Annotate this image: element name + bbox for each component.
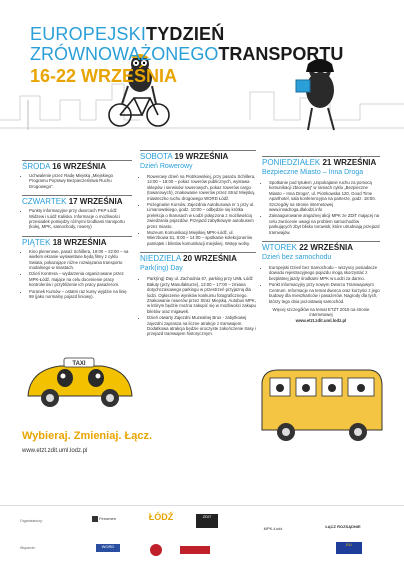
fenomen-icon xyxy=(92,516,98,522)
event-item: • Kino plenerowe, pasaż Schillera, 19:00 – 22:00 – na wielkim ekranie wyświetlane będą filmy z cyklu Swiata, pokazujące różne rozwiązania transportu modalnego w miastach. xyxy=(29,249,132,271)
day-heading-22: WTOREK 22 WRZEŚNIA xyxy=(262,241,380,252)
eu-logo: EU xyxy=(336,542,362,554)
title-line1: EUROPEJSKITYDZIEŃ xyxy=(30,24,225,44)
day-heading-21: PONIEDZIAŁEK 21 WRZEŚNIA xyxy=(262,156,380,167)
lacz-rozsadnie-logo: ŁĄCZ ROZSĄDNIE xyxy=(325,524,361,529)
event-item: • Spotkanie pod tytułem „Uspokajanie ruchu za pomocą komunikacji zbiorowej” w ramach cyklu „Bezpieczne Miasto – Inna Droga”, ul. Piotrkowska 120, Good Time Aparthotel, sala konferencyjna na parterze, godz. 18:00. Szczegóły na stronie internetowej www.innadroga.dlalodzi.info xyxy=(269,180,380,212)
title-line2: ZRÓWNOWAŻONEGOTRANSPORTU xyxy=(30,44,344,64)
event-item: • Dzień Kontrera – wydarzenia organizowane przez MPK-Łódź, mające na celu docenienie pracy kontrolerów i przybliżenie ich pracy pasażerom. xyxy=(29,271,132,287)
day-subtitle: Dzień Rowerowy xyxy=(140,163,193,170)
police-badge-icon xyxy=(150,544,162,556)
day-heading-16: ŚRODA 16 WRZEŚNIA xyxy=(22,160,132,171)
bus-illustration xyxy=(258,360,386,452)
svg-text:TAXI: TAXI xyxy=(72,361,86,367)
zdit-logo: ZDiT xyxy=(196,514,218,528)
mpk-logo: MPK-Łódź xyxy=(263,526,283,531)
more-info: Więcej szczegółów na temat ETZT 2015 na stronie internetowej www.etzt.zdit.uml.lodz.pl xyxy=(272,306,370,323)
footer-url[interactable]: www.etzt.zdit.uml.lodz.pl xyxy=(22,448,88,454)
event-item: • Zainaugurowanie angażnej akcji MPK ze ZDiT mającej na celu zwrócenie uwagi na problem samochodów parkujących zbyt blisko torowisk, które utrudniają przejazd tramwajów. xyxy=(269,213,380,235)
event-item: • Muzeum Komunikacji Miejskiej MPK-Łódź, ul. Wierzbowa 51, 8:00 – 14:00 – spotkanie kolekcjonerów pamiątek i biletów komunikacji miejskiej. Wstęp wolny. xyxy=(147,230,256,246)
day-heading-19: SOBOTA 19 WRZEŚNIA xyxy=(140,150,256,161)
day-heading-20: NIEDZIELA 20 WRZEŚNIA xyxy=(140,252,256,263)
fenomen-logo: Fenomen xyxy=(86,516,122,522)
day-heading-18: PIĄTEK 18 WRZEŚNIA xyxy=(22,236,132,247)
day-subtitle: Bezpieczne Miasto – Inna Droga xyxy=(262,169,364,176)
partners-label: Wsparcie: xyxy=(20,546,36,550)
event-item: • Dzień otwarty Zajezdni Muzealnej Brus - zabytkowej zajezdni zaprasza na liczne atrakcje z tramwajem. Dodatkowa atrakcja będzie uroczyste zakończenie trasy i przejazd tramwajem historycznym. xyxy=(147,315,256,337)
more-info-link[interactable]: www.etzt.zdit.uml.lodz.pl xyxy=(295,317,347,323)
footer-divider xyxy=(0,505,404,506)
event-item: • Europejski Dzień bez Samochodu – wszyscy posiadacze dowodu rejestracyjnego pojazdu mogą skorzystać z bezpłatnej jazdy środkami MPK w Łodzi za darmo. xyxy=(269,265,380,281)
organizers-label: Organizatorzy: xyxy=(20,519,43,523)
event-item: • Poranek Kursów – ostatni raz kursy wyjdzie na linię 99 (jako normalny pojazd liniowy). xyxy=(29,289,132,300)
event-item: • Pożegnanie Kursów. Zajezdnia Autobusowa nr 1 przy ul. Limanowskiego, godz. 10:00 – odbędzie się krótka prelekcja o Ikarusach w Łodzi połączona z możliwością zwiedzania pojazdów. Przejazd zabytkowym autobusem przez miasto. xyxy=(147,202,256,229)
column-left xyxy=(22,156,132,301)
lodz-logo: ŁÓDŹ xyxy=(148,512,174,522)
partner-logo-icon xyxy=(180,546,210,554)
title-dates: 16-22 WRZEŚNIA xyxy=(30,66,178,86)
event-item: • Uchwalenie przez Radę Miejską „Miejskiego Programu Poprawy Bezpieczeństwa Ruchu Drogowego”. xyxy=(29,173,132,189)
event-item: • Punkty informacyjne przy dworcach PKP Łódź Widzew i Łódź Kaliska. Informacje o możliwości przesiadek pomiędzy różnymi środkami transportu (kolej, MPK, samochody, rowery) xyxy=(29,208,132,230)
day-subtitle: Dzień bez samochodu xyxy=(262,254,332,262)
column-middle xyxy=(140,146,256,338)
day-subtitle: Park(ing) Day xyxy=(140,265,183,273)
column-right xyxy=(262,152,380,323)
event-item: • Park(ing) Day ul. Zachodnia 67, parking przy UMŁ Łódź Bałuty (przy Manufakturze), 13:00 – 17:00 – zmiana dotychczasowego parkingu w przestrzeń przyjazną dla ludzi. Ogłoszenie wyników konkursu fotograficznego. Znakowanie rowerów przez Straż Miejską. Autobus MPK, w którym będzie można zakupić się w możliwości zakupu biletów oraz migawek. xyxy=(147,276,256,314)
event-item: • Punkt informacyjny przy nowym Dworcu Tramwajowym Centrum. Informacje na temat dworca oraz korzyści z jego budowy dla mieszkańców i pasażerów. Nagrody dla tych, którzy tego dnia pozostawią samochód. xyxy=(269,282,380,304)
word-logo: WORD xyxy=(96,544,120,552)
day-heading-17: CZWARTEK 17 WRZEŚNIA xyxy=(22,195,132,206)
slogan: Wybieraj. Zmieniaj. Łącz. xyxy=(22,430,153,442)
taxi-illustration xyxy=(20,340,140,420)
woman-character-icon xyxy=(296,59,334,130)
event-item: • Rowerowy dzień na Piotrkowskiej, przy pasażu Schillera, 14:00 – 18:00 – pokaz rowerów publicznych, wystawa sklepów i serwisów rowerowych, pokaz rowerów cargo (towarowych), znakowanie rowerów przez Straż Miejską, miasteczko ruchu drogowego WORD Łódź. xyxy=(147,174,256,201)
bicycle-icon xyxy=(109,98,169,126)
